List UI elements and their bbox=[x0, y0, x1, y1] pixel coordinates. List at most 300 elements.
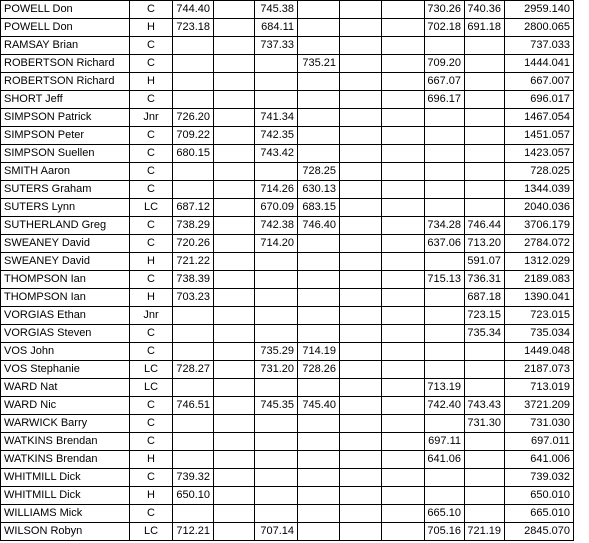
score-cell bbox=[298, 271, 340, 289]
shooter-name-cell: POWELL Don bbox=[1, 1, 130, 19]
score-cell bbox=[214, 181, 255, 199]
class-cell: C bbox=[130, 91, 173, 109]
score-cell bbox=[214, 73, 255, 91]
score-cell: 670.09 bbox=[255, 199, 298, 217]
shooter-name-cell: POWELL Don bbox=[1, 19, 130, 37]
class-cell: C bbox=[130, 397, 173, 415]
score-cell bbox=[214, 199, 255, 217]
total-cell: 697.011 bbox=[505, 433, 574, 451]
score-cell: 714.26 bbox=[255, 181, 298, 199]
score-cell bbox=[214, 343, 255, 361]
score-cell bbox=[382, 91, 425, 109]
score-cell: 728.25 bbox=[298, 163, 340, 181]
shooter-name-cell: WILLIAMS Mick bbox=[1, 505, 130, 523]
score-cell bbox=[298, 289, 340, 307]
score-cell bbox=[465, 109, 505, 127]
score-cell bbox=[340, 163, 382, 181]
table-row bbox=[1, 469, 574, 487]
score-cell bbox=[425, 163, 465, 181]
score-cell bbox=[340, 181, 382, 199]
score-cell bbox=[340, 451, 382, 469]
total-cell: 728.025 bbox=[505, 163, 574, 181]
table-row bbox=[1, 253, 574, 271]
table-row bbox=[1, 289, 574, 307]
total-cell: 3721.209 bbox=[505, 397, 574, 415]
score-cell bbox=[340, 127, 382, 145]
score-cell: 730.26 bbox=[425, 1, 465, 19]
class-cell: C bbox=[130, 37, 173, 55]
score-cell bbox=[255, 379, 298, 397]
score-cell: 696.17 bbox=[425, 91, 465, 109]
score-cell bbox=[214, 235, 255, 253]
shooter-name-cell: VOS Stephanie bbox=[1, 361, 130, 379]
score-cell bbox=[214, 397, 255, 415]
score-cell: 630.13 bbox=[298, 181, 340, 199]
score-cell bbox=[465, 55, 505, 73]
score-cell bbox=[255, 487, 298, 505]
table-row bbox=[1, 325, 574, 343]
total-cell: 2040.036 bbox=[505, 199, 574, 217]
score-cell bbox=[382, 343, 425, 361]
score-cell: 687.12 bbox=[173, 199, 214, 217]
class-cell: C bbox=[130, 415, 173, 433]
score-cell bbox=[173, 343, 214, 361]
score-cell bbox=[214, 469, 255, 487]
total-cell: 696.017 bbox=[505, 91, 574, 109]
score-cell bbox=[214, 253, 255, 271]
score-cell bbox=[425, 307, 465, 325]
score-cell: 715.13 bbox=[425, 271, 465, 289]
score-cell: 697.11 bbox=[425, 433, 465, 451]
score-cell bbox=[425, 325, 465, 343]
score-cell bbox=[340, 361, 382, 379]
score-cell bbox=[255, 433, 298, 451]
shooter-name-cell: WILSON Robyn bbox=[1, 523, 130, 541]
score-cell bbox=[214, 289, 255, 307]
score-cell: 714.20 bbox=[255, 235, 298, 253]
shooter-name-cell: SUTERS Graham bbox=[1, 181, 130, 199]
score-cell bbox=[298, 1, 340, 19]
table-row bbox=[1, 397, 574, 415]
table-row bbox=[1, 145, 574, 163]
score-cell bbox=[255, 451, 298, 469]
score-cell: 728.27 bbox=[173, 361, 214, 379]
shooter-name-cell: THOMPSON Ian bbox=[1, 271, 130, 289]
score-cell bbox=[340, 343, 382, 361]
score-cell bbox=[425, 469, 465, 487]
total-cell: 731.030 bbox=[505, 415, 574, 433]
total-cell: 3706.179 bbox=[505, 217, 574, 235]
score-cell bbox=[382, 253, 425, 271]
total-cell: 737.033 bbox=[505, 37, 574, 55]
score-cell: 684.11 bbox=[255, 19, 298, 37]
score-cell bbox=[340, 379, 382, 397]
table-row bbox=[1, 73, 574, 91]
table-row bbox=[1, 361, 574, 379]
score-cell bbox=[298, 451, 340, 469]
score-cell bbox=[465, 487, 505, 505]
class-cell: C bbox=[130, 145, 173, 163]
score-cell: 731.20 bbox=[255, 361, 298, 379]
score-cell: 738.39 bbox=[173, 271, 214, 289]
score-cell bbox=[465, 163, 505, 181]
score-cell bbox=[425, 343, 465, 361]
class-cell: LC bbox=[130, 199, 173, 217]
score-cell bbox=[382, 271, 425, 289]
score-cell bbox=[214, 109, 255, 127]
score-cell bbox=[298, 253, 340, 271]
score-cell bbox=[298, 145, 340, 163]
score-cell: 735.21 bbox=[298, 55, 340, 73]
table-row bbox=[1, 163, 574, 181]
score-cell bbox=[382, 163, 425, 181]
score-cell bbox=[425, 289, 465, 307]
table-row bbox=[1, 109, 574, 127]
shooter-name-cell: SMITH Aaron bbox=[1, 163, 130, 181]
score-cell bbox=[340, 397, 382, 415]
class-cell: H bbox=[130, 73, 173, 91]
score-cell bbox=[382, 523, 425, 541]
shooter-name-cell: SIMPSON Peter bbox=[1, 127, 130, 145]
shooter-name-cell: WATKINS Brendan bbox=[1, 433, 130, 451]
score-cell: 744.40 bbox=[173, 1, 214, 19]
score-cell bbox=[214, 163, 255, 181]
score-cell bbox=[298, 73, 340, 91]
score-cell: 742.38 bbox=[255, 217, 298, 235]
score-cell bbox=[173, 415, 214, 433]
total-cell: 1344.039 bbox=[505, 181, 574, 199]
score-cell bbox=[255, 91, 298, 109]
table-row bbox=[1, 199, 574, 217]
table-row bbox=[1, 1, 574, 19]
class-cell: Jnr bbox=[130, 109, 173, 127]
shooter-name-cell: SWEANEY David bbox=[1, 235, 130, 253]
score-cell bbox=[255, 505, 298, 523]
score-cell bbox=[340, 109, 382, 127]
score-cell bbox=[214, 145, 255, 163]
total-cell: 2784.072 bbox=[505, 235, 574, 253]
score-cell bbox=[425, 109, 465, 127]
score-cell: 713.20 bbox=[465, 235, 505, 253]
score-cell bbox=[214, 325, 255, 343]
score-cell bbox=[173, 451, 214, 469]
score-cell: 741.34 bbox=[255, 109, 298, 127]
class-cell: H bbox=[130, 487, 173, 505]
score-cell bbox=[340, 37, 382, 55]
table-row bbox=[1, 415, 574, 433]
score-cell bbox=[173, 433, 214, 451]
score-cell bbox=[340, 253, 382, 271]
total-cell: 1390.041 bbox=[505, 289, 574, 307]
shooter-name-cell: ROBERTSON Richard bbox=[1, 73, 130, 91]
score-cell: 723.15 bbox=[465, 307, 505, 325]
class-cell: H bbox=[130, 19, 173, 37]
class-cell: H bbox=[130, 253, 173, 271]
score-cell: 720.26 bbox=[173, 235, 214, 253]
score-cell: 709.20 bbox=[425, 55, 465, 73]
score-cell bbox=[340, 1, 382, 19]
score-cell bbox=[340, 307, 382, 325]
score-cell bbox=[255, 325, 298, 343]
score-cell bbox=[214, 37, 255, 55]
score-cell bbox=[173, 325, 214, 343]
score-cell bbox=[214, 505, 255, 523]
shooter-name-cell: VORGIAS Ethan bbox=[1, 307, 130, 325]
score-cell bbox=[255, 73, 298, 91]
score-cell bbox=[382, 127, 425, 145]
score-cell bbox=[340, 235, 382, 253]
score-cell: 687.18 bbox=[465, 289, 505, 307]
table-row bbox=[1, 487, 574, 505]
score-cell bbox=[340, 415, 382, 433]
total-cell: 1444.041 bbox=[505, 55, 574, 73]
class-cell: H bbox=[130, 289, 173, 307]
class-cell: C bbox=[130, 163, 173, 181]
total-cell: 1467.054 bbox=[505, 109, 574, 127]
shooter-name-cell: SHORT Jeff bbox=[1, 91, 130, 109]
score-cell: 742.35 bbox=[255, 127, 298, 145]
score-cell: 743.42 bbox=[255, 145, 298, 163]
score-cell bbox=[465, 181, 505, 199]
score-cell: 707.14 bbox=[255, 523, 298, 541]
score-cell: 723.18 bbox=[173, 19, 214, 37]
class-cell: Jnr bbox=[130, 307, 173, 325]
score-cell bbox=[214, 451, 255, 469]
score-cell: 746.40 bbox=[298, 217, 340, 235]
shooter-name-cell: WHITMILL Dick bbox=[1, 469, 130, 487]
score-cell bbox=[382, 325, 425, 343]
class-cell: C bbox=[130, 433, 173, 451]
shooter-name-cell: WATKINS Brendan bbox=[1, 451, 130, 469]
score-cell bbox=[425, 253, 465, 271]
score-cell bbox=[173, 91, 214, 109]
score-cell: 746.44 bbox=[465, 217, 505, 235]
score-cell bbox=[382, 307, 425, 325]
score-cell bbox=[465, 469, 505, 487]
score-cell bbox=[340, 145, 382, 163]
score-cell bbox=[425, 199, 465, 217]
score-cell: 705.16 bbox=[425, 523, 465, 541]
table-row bbox=[1, 181, 574, 199]
class-cell: C bbox=[130, 469, 173, 487]
score-cell bbox=[340, 487, 382, 505]
score-cell bbox=[382, 415, 425, 433]
score-cell: 745.38 bbox=[255, 1, 298, 19]
score-cell: 641.06 bbox=[425, 451, 465, 469]
total-cell: 1449.048 bbox=[505, 343, 574, 361]
score-cell: 746.51 bbox=[173, 397, 214, 415]
total-cell: 667.007 bbox=[505, 73, 574, 91]
score-cell bbox=[173, 37, 214, 55]
score-cell bbox=[173, 163, 214, 181]
score-cell bbox=[465, 145, 505, 163]
table-row bbox=[1, 19, 574, 37]
score-cell bbox=[298, 433, 340, 451]
total-cell: 2845.070 bbox=[505, 523, 574, 541]
class-cell: C bbox=[130, 343, 173, 361]
class-cell: C bbox=[130, 505, 173, 523]
score-cell bbox=[465, 199, 505, 217]
score-cell bbox=[298, 37, 340, 55]
score-cell: 745.35 bbox=[255, 397, 298, 415]
score-cell bbox=[465, 361, 505, 379]
score-cell bbox=[465, 343, 505, 361]
score-cell bbox=[382, 109, 425, 127]
total-cell: 739.032 bbox=[505, 469, 574, 487]
shooter-name-cell: SUTERS Lynn bbox=[1, 199, 130, 217]
score-cell bbox=[214, 127, 255, 145]
score-cell: 713.19 bbox=[425, 379, 465, 397]
score-cell: 745.40 bbox=[298, 397, 340, 415]
score-cell bbox=[173, 73, 214, 91]
score-cell bbox=[298, 505, 340, 523]
score-cell: 714.19 bbox=[298, 343, 340, 361]
table-row bbox=[1, 451, 574, 469]
class-cell: LC bbox=[130, 361, 173, 379]
class-cell: LC bbox=[130, 523, 173, 541]
score-cell bbox=[298, 307, 340, 325]
score-cell: 742.40 bbox=[425, 397, 465, 415]
total-cell: 713.019 bbox=[505, 379, 574, 397]
score-cell: 731.30 bbox=[465, 415, 505, 433]
score-cell bbox=[465, 73, 505, 91]
score-cell: 683.15 bbox=[298, 199, 340, 217]
score-cell bbox=[214, 91, 255, 109]
score-cell bbox=[214, 379, 255, 397]
table-row bbox=[1, 271, 574, 289]
score-cell bbox=[382, 289, 425, 307]
score-cell bbox=[298, 91, 340, 109]
score-cell: 691.18 bbox=[465, 19, 505, 37]
score-cell bbox=[255, 289, 298, 307]
score-cell: 591.07 bbox=[465, 253, 505, 271]
shooter-name-cell: VORGIAS Steven bbox=[1, 325, 130, 343]
score-cell bbox=[382, 145, 425, 163]
shooter-name-cell: WARWICK Barry bbox=[1, 415, 130, 433]
score-cell bbox=[298, 415, 340, 433]
score-cell bbox=[425, 37, 465, 55]
score-cell bbox=[214, 415, 255, 433]
class-cell: C bbox=[130, 127, 173, 145]
score-cell bbox=[425, 181, 465, 199]
class-cell: C bbox=[130, 325, 173, 343]
score-cell bbox=[173, 55, 214, 73]
score-cell bbox=[382, 487, 425, 505]
score-cell bbox=[214, 217, 255, 235]
score-cell bbox=[255, 253, 298, 271]
score-cell bbox=[340, 91, 382, 109]
score-cell bbox=[214, 361, 255, 379]
score-cell: 736.31 bbox=[465, 271, 505, 289]
total-cell: 641.006 bbox=[505, 451, 574, 469]
score-cell: 721.19 bbox=[465, 523, 505, 541]
score-cell bbox=[255, 415, 298, 433]
score-cell bbox=[340, 199, 382, 217]
score-cell bbox=[340, 19, 382, 37]
shooter-name-cell: WHITMILL Dick bbox=[1, 487, 130, 505]
score-cell bbox=[298, 127, 340, 145]
score-cell bbox=[214, 307, 255, 325]
table-row bbox=[1, 343, 574, 361]
score-cell bbox=[340, 73, 382, 91]
score-cell bbox=[214, 19, 255, 37]
score-cell bbox=[425, 127, 465, 145]
total-cell: 2959.140 bbox=[505, 1, 574, 19]
score-cell bbox=[382, 217, 425, 235]
class-cell: C bbox=[130, 181, 173, 199]
score-cell bbox=[425, 415, 465, 433]
class-cell: C bbox=[130, 55, 173, 73]
shooter-name-cell: ROBERTSON Richard bbox=[1, 55, 130, 73]
score-cell bbox=[382, 199, 425, 217]
class-cell: H bbox=[130, 451, 173, 469]
score-cell bbox=[425, 145, 465, 163]
score-cell bbox=[382, 469, 425, 487]
score-cell bbox=[382, 73, 425, 91]
shooter-name-cell: SWEANEY David bbox=[1, 253, 130, 271]
table-row bbox=[1, 217, 574, 235]
total-cell: 2800.065 bbox=[505, 19, 574, 37]
total-cell: 2187.073 bbox=[505, 361, 574, 379]
score-cell bbox=[255, 307, 298, 325]
score-cell bbox=[382, 1, 425, 19]
class-cell: LC bbox=[130, 379, 173, 397]
shooter-name-cell: SUTHERLAND Greg bbox=[1, 217, 130, 235]
score-cell bbox=[340, 325, 382, 343]
total-cell: 650.010 bbox=[505, 487, 574, 505]
table-row bbox=[1, 235, 574, 253]
score-cell bbox=[340, 55, 382, 73]
score-cell: 743.43 bbox=[465, 397, 505, 415]
total-cell: 735.034 bbox=[505, 325, 574, 343]
score-cell bbox=[173, 379, 214, 397]
score-cell bbox=[298, 109, 340, 127]
score-cell: 726.20 bbox=[173, 109, 214, 127]
score-cell bbox=[340, 523, 382, 541]
score-cell bbox=[465, 433, 505, 451]
score-cell bbox=[465, 91, 505, 109]
table-row bbox=[1, 307, 574, 325]
score-cell: 702.18 bbox=[425, 19, 465, 37]
score-cell bbox=[465, 451, 505, 469]
shooter-name-cell: RAMSAY Brian bbox=[1, 37, 130, 55]
score-cell: 728.26 bbox=[298, 361, 340, 379]
total-cell: 2189.083 bbox=[505, 271, 574, 289]
score-cell bbox=[425, 361, 465, 379]
results-table-body bbox=[1, 1, 574, 541]
score-cell bbox=[382, 361, 425, 379]
score-cell bbox=[214, 1, 255, 19]
score-cell bbox=[255, 163, 298, 181]
score-cell bbox=[425, 487, 465, 505]
score-cell bbox=[382, 55, 425, 73]
score-cell bbox=[255, 55, 298, 73]
shooter-name-cell: VOS John bbox=[1, 343, 130, 361]
score-cell bbox=[255, 469, 298, 487]
shooter-name-cell: SIMPSON Suellen bbox=[1, 145, 130, 163]
score-cell: 740.36 bbox=[465, 1, 505, 19]
score-cell bbox=[382, 397, 425, 415]
shooter-name-cell: THOMPSON Ian bbox=[1, 289, 130, 307]
score-cell bbox=[173, 181, 214, 199]
total-cell: 665.010 bbox=[505, 505, 574, 523]
score-cell bbox=[173, 505, 214, 523]
class-cell: C bbox=[130, 1, 173, 19]
score-cell: 739.32 bbox=[173, 469, 214, 487]
class-cell: C bbox=[130, 217, 173, 235]
score-cell bbox=[298, 487, 340, 505]
score-cell bbox=[173, 307, 214, 325]
